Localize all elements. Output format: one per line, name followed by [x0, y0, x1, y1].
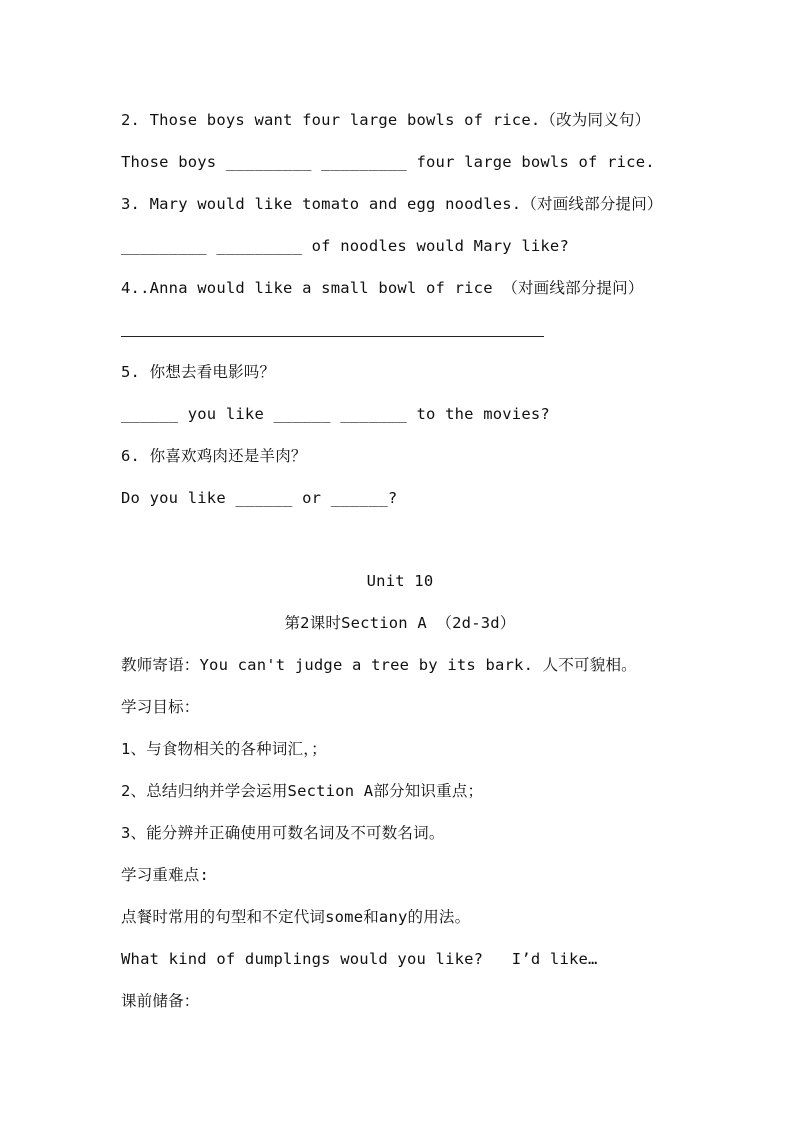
- unit-title: Unit 10: [366, 572, 434, 590]
- exercise-4-prompt: 4..Anna would like a small bowl of rice （对画线部分提问）: [121, 279, 644, 297]
- exercise-5-prompt: 5. 你想去看电影吗？: [121, 363, 276, 381]
- exercise-2-answer-line: Those boys _________ _________ four large bowls of rice.: [121, 153, 655, 171]
- preparation-heading: 课前储备：: [121, 992, 200, 1010]
- objectives-heading: 学习目标：: [121, 698, 200, 716]
- objective-item-1: 1、与食物相关的各种词汇，；: [121, 740, 327, 758]
- key-points-heading: 学习重难点:: [121, 866, 210, 884]
- objective-item-3: 3、能分辨并正确使用可数名词及不可数名词。: [121, 824, 445, 842]
- exercise-4-answer-blank: [121, 336, 544, 337]
- key-point-1: 点餐时常用的句型和不定代词some和any的用法。: [121, 908, 471, 926]
- exercise-2-prompt: 2. Those boys want four large bowls of rice.（改为同义句）: [121, 111, 651, 129]
- exercise-3-prompt: 3. Mary would like tomato and egg noodles.（对画线部分提问）: [121, 195, 663, 213]
- exercise-6-prompt: 6. 你喜欢鸡肉还是羊肉？: [121, 447, 307, 465]
- lesson-subtitle: 第2课时Section A （2d-3d）: [284, 614, 516, 632]
- exercise-6-answer-line: Do you like ______ or ______?: [121, 489, 398, 507]
- teacher-message: 教师寄语：You can't judge a tree by its bark. 人不可貌相。: [121, 656, 637, 674]
- exercise-3-answer-line: _________ _________ of noodles would Mary like?: [121, 237, 569, 255]
- exercise-5-answer-line: ______ you like ______ _______ to the movies?: [121, 405, 550, 423]
- key-point-2: What kind of dumplings would you like? I’d like…: [121, 950, 598, 968]
- objective-item-2: 2、总结归纳并学会运用Section A部分知识重点；: [121, 782, 484, 800]
